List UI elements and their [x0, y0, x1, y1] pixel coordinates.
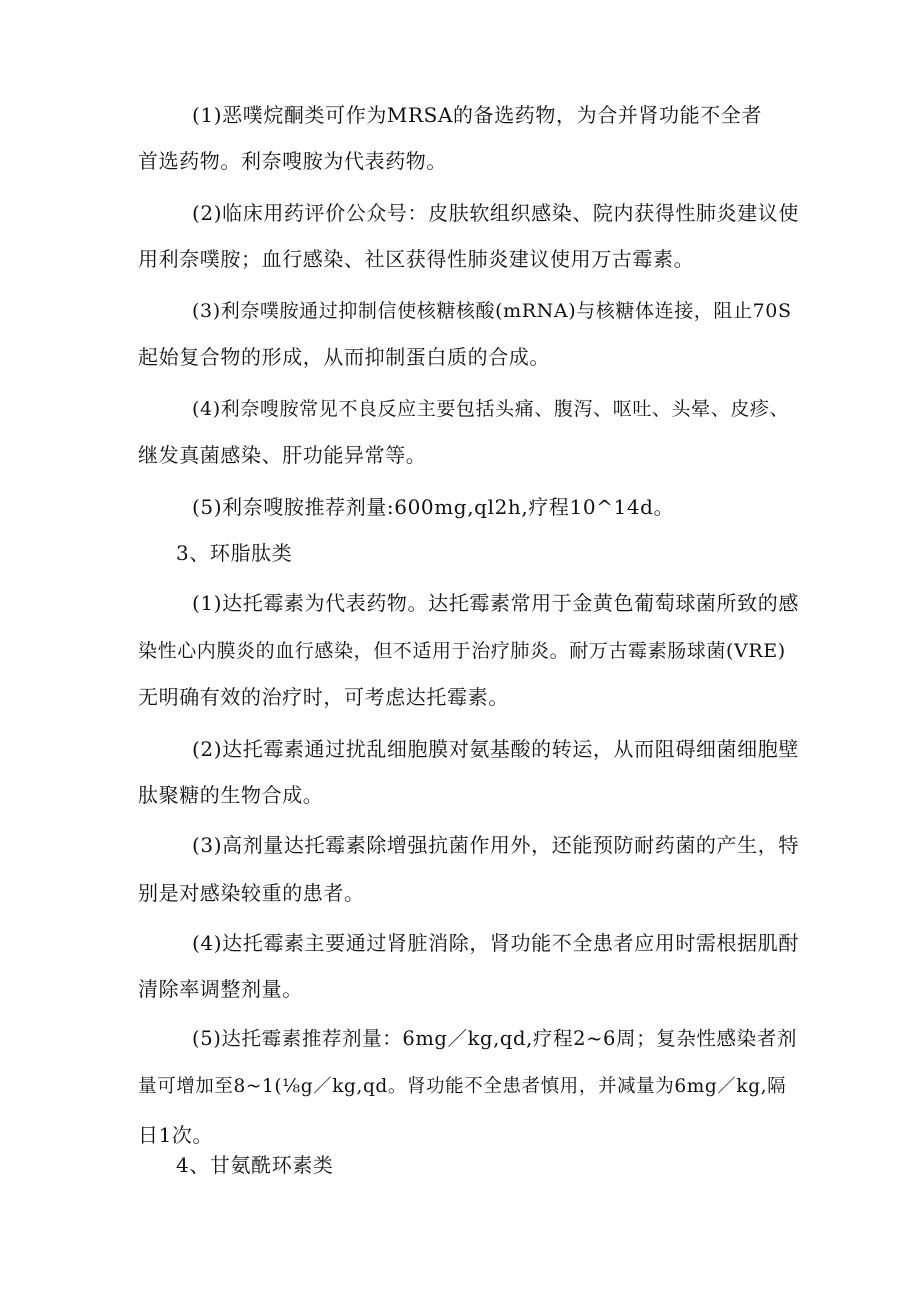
paragraph-line: 日1次。 [138, 1123, 214, 1147]
paragraph-line: 染性心内膜炎的血行感染，但不适用于治疗肺炎。耐万古霉素肠球菌(VRE) [138, 640, 786, 662]
paragraph-line: (4)利奈嗖胺常见不良反应主要包括头痛、腹泻、呕吐、头晕、皮疹、 [192, 398, 790, 420]
section-heading: 3、环脂肽类 [176, 541, 293, 565]
paragraph-line: (1)恶噗烷酮类可作为MRSA的备选药物，为合并肾功能不全者 [192, 103, 763, 127]
paragraph-line: 起始复合物的形成，从而抑制蛋白质的合成。 [138, 345, 550, 369]
paragraph-line: (2)临床用药评价公众号：皮肤软组织感染、院内获得性肺炎建议使 [192, 201, 799, 225]
paragraph-line: 肽聚糖的生物合成。 [138, 783, 324, 807]
paragraph-line: 首选药物。利奈嗖胺为代表药物。 [138, 149, 447, 173]
paragraph-line: (4)达托霉素主要通过肾脏消除，肾功能不全患者应用时需根据肌酎 [192, 931, 799, 955]
paragraph-line: 别是对感染较重的患者。 [138, 881, 365, 905]
paragraph-line: (5)利奈嗖胺推荐剂量:600mg,ql2h,疗程10^14d。 [192, 495, 675, 519]
paragraph-line: 继发真菌感染、肝功能异常等。 [138, 443, 427, 467]
paragraph-line: (3)高剂量达托霉素除增强抗菌作用外，还能预防耐药菌的产生，特 [192, 833, 799, 857]
paragraph-line: (2)达托霉素通过扰乱细胞膜对氨基酸的转运，从而阻碍细菌细胞壁 [192, 737, 799, 761]
paragraph-line: 清除率调整剂量。 [138, 977, 303, 1001]
section-heading: 4、甘氨酰环素类 [176, 1153, 334, 1177]
paragraph-line: 无明确有效的治疗时，可考虑达托霉素。 [138, 685, 509, 709]
paragraph-line: (1)达托霉素为代表药物。达托霉素常用于金黄色葡萄球菌所致的感 [192, 591, 799, 615]
paragraph-line: (5)达托霉素推荐剂量：6mg／kg,qd,疗程2~6周；复杂性感染者剂 [192, 1027, 797, 1050]
paragraph-line: (3)利奈噗胺通过抑制信使核糖核酸(mRNA)与核糖体连接，阻止70S [192, 300, 792, 322]
paragraph-line: 量可增加至8~1(⅛g／kg,qd。肾功能不全患者慎用，并减量为6mg／kg,隔 [138, 1076, 787, 1097]
paragraph-line: 用利奈噗胺；血行感染、社区获得性肺炎建议使用万古霉素。 [138, 247, 695, 271]
